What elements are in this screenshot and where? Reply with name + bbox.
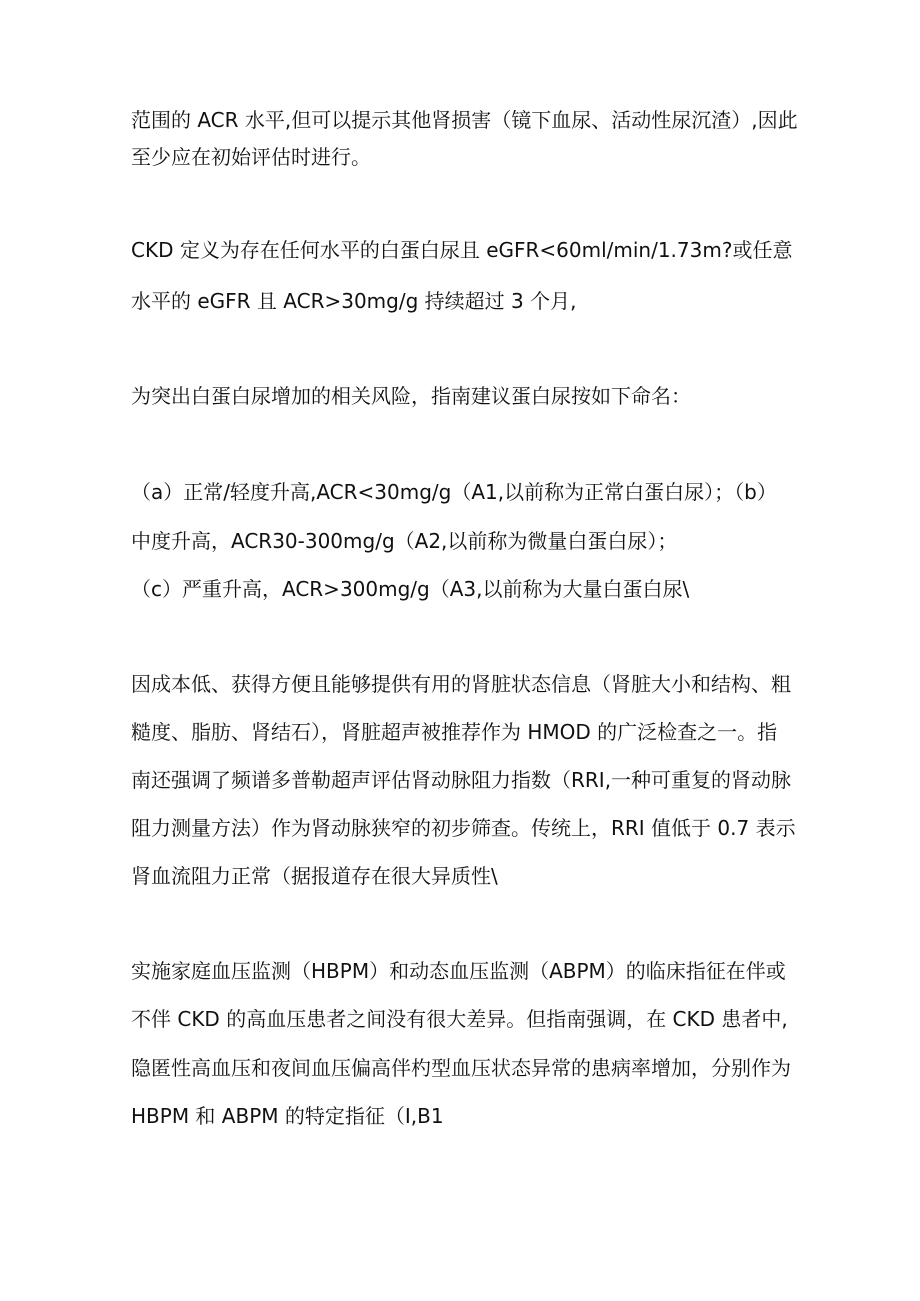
paragraph-4-line-2: 中度升高，ACR30-300mg/g（A2,以前称为微量白蛋白尿）；	[131, 529, 678, 553]
paragraph-5-line-2: 糙度、脂肪、肾结石），肾脏超声被推荐作为 HMOD 的广泛检查之一。指	[131, 720, 778, 744]
paragraph-3-line-1: 为突出白蛋白尿增加的相关风险，指南建议蛋白尿按如下命名：	[131, 384, 691, 408]
paragraph-6-line-4: HBPM 和 ABPM 的特定指征（I,B1	[131, 1104, 444, 1128]
paragraph-5-line-5: 肾血流阻力正常（据报道存在很大异质性\	[131, 864, 498, 888]
paragraph-6-line-3: 隐匿性高血压和夜间血压偏高伴杓型血压状态异常的患病率增加，分别作为	[131, 1056, 791, 1080]
paragraph-5-line-3: 南还强调了频谱多普勒超声评估肾动脉阻力指数（RRI,一种可重复的肾动脉	[131, 768, 792, 792]
paragraph-6-line-2: 不伴 CKD 的高血压患者之间没有很大差异。但指南强调，在 CKD 患者中,	[131, 1007, 788, 1031]
paragraph-2-line-1: CKD 定义为存在任何水平的白蛋白尿且 eGFR<60ml/min/1.73m?或任意	[131, 238, 793, 262]
paragraph-2-line-2: 水平的 eGFR 且 ACR>30mg/g 持续超过 3 个月,	[131, 289, 577, 313]
paragraph-6-line-1: 实施家庭血压监测（HBPM）和动态血压监测（ABPM）的临床指征在伴或	[131, 959, 786, 983]
paragraph-4-line-3: （c）严重升高，ACR>300mg/g（A3,以前称为大量白蛋白尿\	[131, 577, 690, 601]
paragraph-5-line-4: 阻力测量方法）作为肾动脉狭窄的初步筛查。传统上，RRI 值低于 0.7 表示	[131, 816, 796, 840]
paragraph-1-line-2: 至少应在初始评估时进行。	[131, 145, 371, 169]
paragraph-1-line-1: 范围的 ACR 水平,但可以提示其他肾损害（镜下血尿、活动性尿沉渣）,因此	[131, 108, 798, 132]
paragraph-4-line-1: （a）正常/轻度升高,ACR<30mg/g（A1,以前称为正常白蛋白尿）；（b）	[131, 480, 777, 504]
paragraph-5-line-1: 因成本低、获得方便且能够提供有用的肾脏状态信息（肾脏大小和结构、粗	[131, 672, 791, 696]
